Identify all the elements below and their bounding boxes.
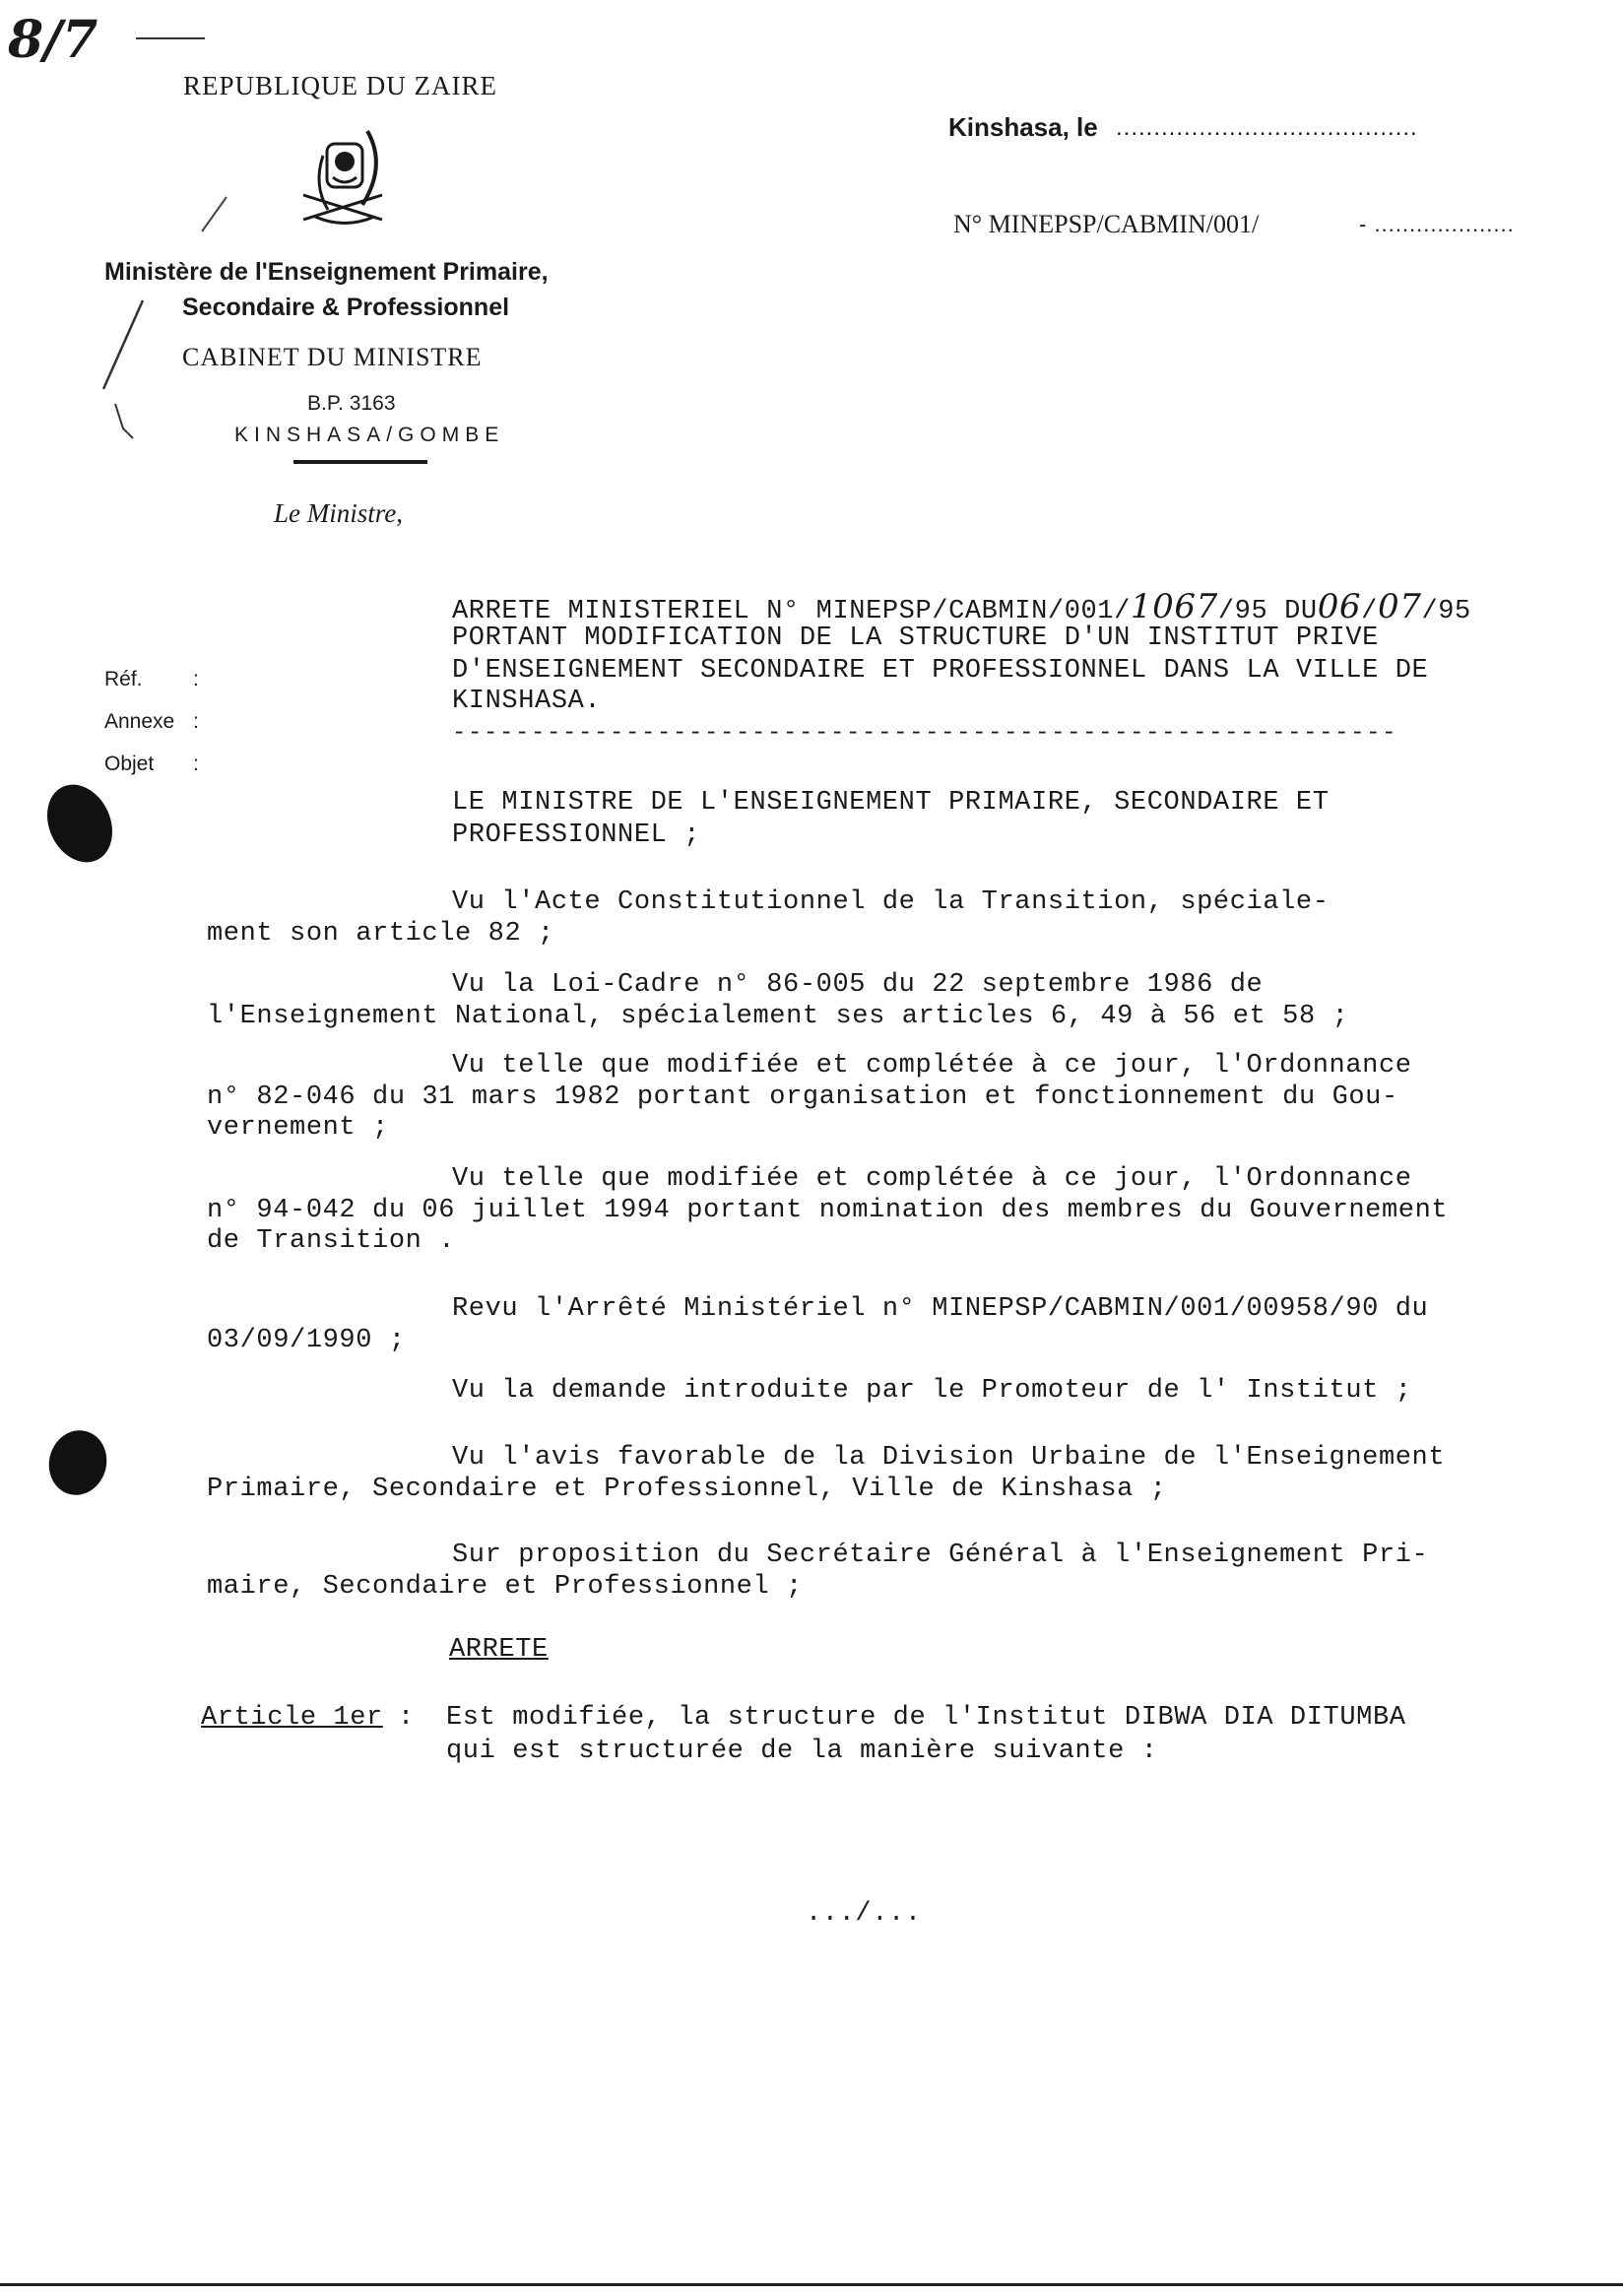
consideration-4-line2: n° 94-042 du 06 juillet 1994 portant nomination des membres du Gouvernement: [207, 1196, 1449, 1225]
consideration-2-line1: Vu la Loi-Cadre n° 86-005 du 22 septembre 1986 de: [452, 970, 1264, 1000]
signatory-title: Le Ministre,: [274, 498, 403, 528]
po-box: B.P. 3163: [307, 392, 396, 415]
article-1-line2: qui est structurée de la manière suivante :: [446, 1737, 1158, 1766]
minister-line1: LE MINISTRE DE L'ENSEIGNEMENT PRIMAIRE, SECONDAIRE ET: [452, 788, 1330, 818]
scribble-mark: [136, 37, 205, 39]
consideration-1-line1: Vu l'Acte Constitutionnel de la Transition, spéciale-: [452, 887, 1330, 917]
article-1-colon: :: [398, 1703, 415, 1733]
decree-title-line2: PORTANT MODIFICATION DE LA STRUCTURE D'UN INSTITUT PRIVE: [452, 623, 1379, 653]
place-date-label: Kinshasa, le: [948, 112, 1098, 142]
article-1-line1: Est modifiée, la structure de l'Institut DIBWA DIA DITUMBA: [446, 1703, 1406, 1733]
handwritten-corner-mark: 8/7: [8, 10, 98, 70]
address-underline: [293, 460, 427, 464]
ministry-name-line1: Ministère de l'Enseignement Primaire,: [104, 258, 549, 286]
cabinet-heading: CABINET DU MINISTRE: [182, 343, 483, 371]
consideration-8-line2: maire, Secondaire et Professionnel ;: [207, 1572, 803, 1602]
decree-title-line4: KINSHASA.: [452, 687, 602, 716]
coat-of-arms-emblem: [293, 126, 390, 234]
consideration-5-line2: 03/09/1990 ;: [207, 1326, 406, 1355]
republic-heading: REPUBLIQUE DU ZAIRE: [183, 71, 497, 100]
title-dash-rule: ------------------------------------------------------------: [452, 720, 1398, 747]
ink-blot-mark: [41, 1424, 113, 1502]
consideration-3-line3: vernement ;: [207, 1113, 389, 1143]
decree-title-line1: ARRETE MINISTERIEL N° MINEPSP/CABMIN/001/1067/95 DU06/07/95: [452, 587, 1471, 626]
ref-label: Réf. :: [104, 668, 199, 690]
ministry-name-line2: Secondaire & Professionnel: [182, 294, 510, 321]
reference-blank-dots: - ....................: [1359, 212, 1515, 236]
consideration-5-line1: Revu l'Arrêté Ministériel n° MINEPSP/CABMIN/001/00958/90 du: [452, 1294, 1429, 1324]
decree-title-line3: D'ENSEIGNEMENT SECONDAIRE ET PROFESSIONNEL DANS LA VILLE DE: [452, 656, 1429, 686]
date-blank-dots: ........................................: [1116, 114, 1418, 141]
continuation-mark: .../...: [806, 1899, 922, 1929]
consideration-4-line3: de Transition .: [207, 1226, 456, 1256]
scan-edge-line: [0, 2283, 1623, 2286]
margin-pen-strokes: [94, 192, 251, 448]
consideration-8-line1: Sur proposition du Secrétaire Général à l'Enseignement Pri-: [452, 1541, 1429, 1570]
consideration-1-line2: ment son article 82 ;: [207, 919, 554, 949]
consideration-4-line1: Vu telle que modifiée et complétée à ce jour, l'Ordonnance: [452, 1164, 1412, 1194]
consideration-2-line2: l'Enseignement National, spécialement ses articles 6, 49 à 56 et 58 ;: [207, 1002, 1349, 1031]
consideration-7-line2: Primaire, Secondaire et Professionnel, Ville de Kinshasa ;: [207, 1475, 1167, 1504]
consideration-3-line2: n° 82-046 du 31 mars 1982 portant organisation et fonctionnement du Gou-: [207, 1082, 1398, 1112]
objet-label: Objet :: [104, 753, 199, 775]
ink-blot-mark: [35, 774, 125, 874]
consideration-3-line1: Vu telle que modifiée et complétée à ce jour, l'Ordonnance: [452, 1051, 1412, 1081]
decision-heading: ARRETE: [449, 1635, 549, 1665]
minister-line2: PROFESSIONNEL ;: [452, 820, 701, 850]
city-address: KINSHASA/GOMBE: [234, 424, 505, 446]
consideration-6-line1: Vu la demande introduite par le Promoteur de l' Institut ;: [452, 1376, 1412, 1406]
annexe-label: Annexe :: [104, 710, 199, 733]
article-1-label: Article 1er: [201, 1703, 383, 1733]
consideration-7-line1: Vu l'avis favorable de la Division Urbaine de l'Enseignement: [452, 1443, 1446, 1473]
reference-number: N° MINEPSP/CABMIN/001/: [953, 210, 1260, 238]
